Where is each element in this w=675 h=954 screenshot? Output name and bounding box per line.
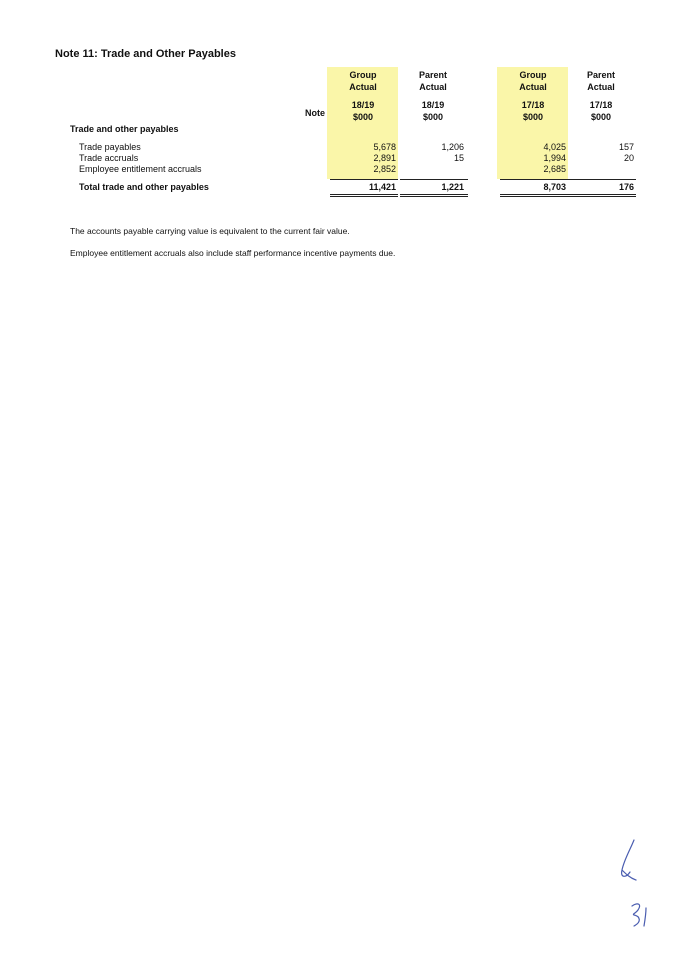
cell-value: 4,025 — [543, 142, 566, 152]
total-double-rule — [400, 194, 468, 197]
cell-value: 1,206 — [441, 142, 464, 152]
note-title: Note 11: Trade and Other Payables — [55, 48, 236, 60]
column-header-line: 17/18 — [589, 100, 613, 110]
paragraph-fair-value: The accounts payable carrying value is equivalent to the current fair value. — [70, 226, 350, 236]
column-header-line: Parent — [418, 70, 447, 80]
note-column-header: Note — [305, 108, 325, 118]
cell-value: 20 — [623, 153, 634, 163]
column-header-line: $000 — [352, 112, 374, 122]
handwritten-annotation — [612, 838, 662, 943]
column-header-line: Actual — [349, 82, 377, 92]
subtotal-rule — [500, 179, 568, 180]
column-header-group-1819 — [328, 69, 398, 123]
cell-value: 157 — [618, 142, 634, 152]
total-double-rule — [500, 194, 568, 197]
column-header-line: Group — [349, 70, 377, 80]
paragraph-employee-accruals: Employee entitlement accruals also include staff performance incentive payments due. — [70, 248, 396, 258]
cell-value: 2,852 — [373, 164, 396, 174]
column-header-line: $000 — [522, 112, 544, 122]
total-double-rule — [568, 194, 636, 197]
table-row — [0, 142, 675, 153]
column-header-line: 18/19 — [421, 100, 445, 110]
column-header-line: Actual — [519, 82, 547, 92]
cell-value: 15 — [453, 153, 464, 163]
column-header-line: Actual — [419, 82, 447, 92]
total-double-rule — [330, 194, 398, 197]
column-header-line: $000 — [422, 112, 444, 122]
handwritten-initial-icon — [612, 838, 662, 938]
column-header-parent-1819 — [398, 69, 468, 123]
subtotal-rule — [568, 179, 636, 180]
cell-value: 2,685 — [543, 164, 566, 174]
row-label: Employee entitlement accruals — [79, 164, 202, 174]
column-header-parent-1718 — [566, 69, 636, 123]
subtotal-rule — [330, 179, 398, 180]
subtotal-rule — [400, 179, 468, 180]
total-value: 11,421 — [368, 182, 396, 192]
total-row — [0, 182, 675, 193]
total-label: Total trade and other payables — [79, 182, 209, 192]
column-header-group-1718 — [498, 69, 568, 123]
cell-value: 1,994 — [543, 153, 566, 163]
row-label: Trade accruals — [79, 153, 139, 163]
table-row — [0, 153, 675, 164]
row-label: Trade payables — [79, 142, 141, 152]
table-row — [0, 164, 675, 175]
section-heading: Trade and other payables — [70, 124, 179, 134]
total-value: 8,703 — [543, 182, 566, 192]
total-value: 176 — [618, 182, 634, 192]
cell-value: 5,678 — [373, 142, 396, 152]
column-header-line: 18/19 — [351, 100, 375, 110]
column-header-line: Parent — [586, 70, 615, 80]
column-header-line: Actual — [587, 82, 615, 92]
column-header-line: $000 — [590, 112, 612, 122]
total-value: 1,221 — [441, 182, 464, 192]
cell-value: 2,891 — [373, 153, 396, 163]
column-header-line: Group — [519, 70, 547, 80]
column-header-line: 17/18 — [521, 100, 545, 110]
